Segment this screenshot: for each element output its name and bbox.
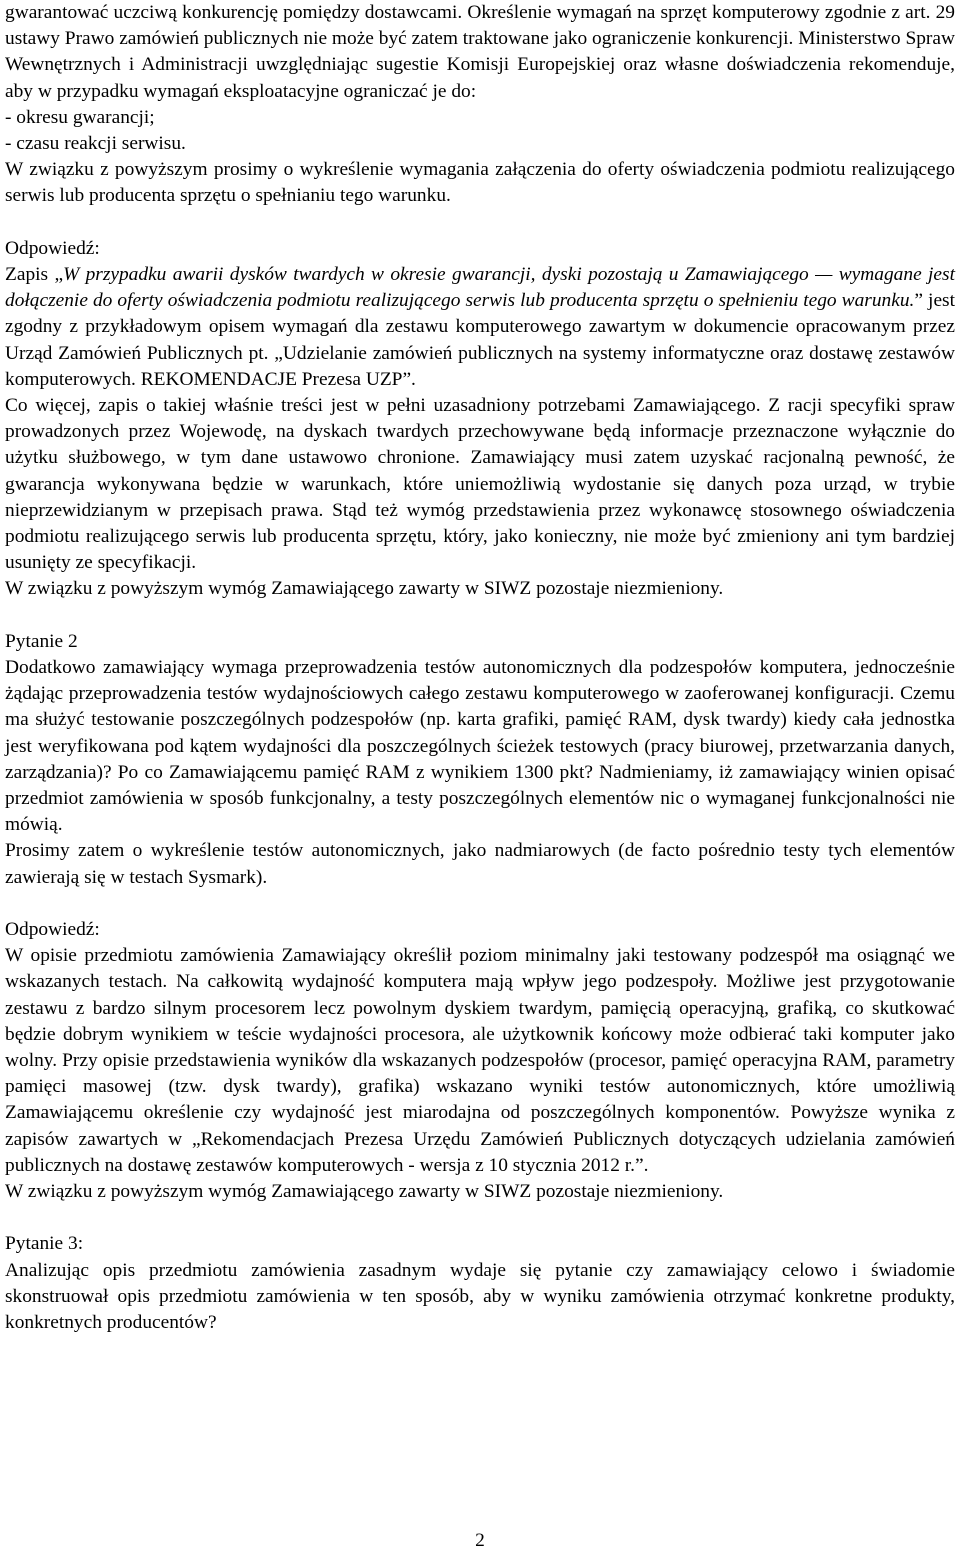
- paragraph: [5, 262, 955, 393]
- paragraph: Co więcej, zapis o takiej właśnie treści jest w pełni uzasadniony potrzebami Zamawiającego. Z racji specyfiki spraw prowadzonych przez Wojewodę, na dyskach twardych przechowywane będą informacje przeznaczone wyłącznie do użytku służbowego, w tym dane ustawowo chronione. Zamawiający musi zatem uzyskać racjonalną pewność, że gwarancja wykonywana będzie w warunkach, które uniemożliwią wydostanie się danych poza urząd, w trybie nieprzewidzianym w przepisach prawa. Stąd też wymóg przedstawienia przez wykonawcę stosownego oświadczenia podmiotu realizującego serwis lub producenta sprzętu, który, jako konieczny, nie może być zmieniony ani tym bardziej usunięty ze specyfikacji.: [5, 395, 955, 574]
- answer-heading: Odpowiedź:: [5, 237, 100, 259]
- answer-heading: Odpowiedź:: [5, 919, 100, 941]
- quoted-clause: W przypadku awarii dysków twardych w okresie gwarancji, dyski pozostają u Zamawiającego — wymagane jest dołączenie do oferty oświadczenia podmiotu realizującego serwis lub producenta sprzętu o spełnieniu tego warunku.: [5, 264, 955, 312]
- paragraph: W opisie przedmiotu zamówienia Zamawiający określił poziom minimalny jaki testowany podzespół ma osiągnąć we wskazanych testach. Na całkowitą wydajność komputera mają wpływ jego podzespoły. Możliwe jest przygotowanie zestawu z bardzo silnym procesorem lecz powolnym dyskiem twardym, pamięcią operacyjną, grafiką, co skutkować będzie dobrym wynikiem w teście wydajności procesora, ale użytkownik końcowy może odbierać taki komputer jako wolny. Przy opisie przedstawienia wyników dla wskazanych podzespołów (procesor, pamięć operacyjna RAM, parametry pamięci masowej (tzw. dysk twardy), grafika) wskazano wyniki testów autonomicznych, które umożliwią Zamawiającemu określenie czy wydajność jest miarodajna od poszczególnych komponentów. Powyższe wynika z zapisów zawartych w „Rekomendacjach Prezesa Urzędu Zamówień Publicznych dotyczących udzielania zamówień publicznych na dostawę zestawów komputerowych - wersja z 10 stycznia 2012 r.”.: [5, 945, 955, 1176]
- question-heading: Pytanie 3:: [5, 1233, 84, 1255]
- quote-prefix: Zapis „: [5, 264, 64, 286]
- paragraph: W związku z powyższym wymóg Zamawiającego zawarty w SIWZ pozostaje niezmieniony.: [5, 578, 724, 600]
- question-heading: Pytanie 2: [5, 630, 78, 652]
- spacer: [5, 603, 955, 629]
- paragraph: Analizując opis przedmiotu zamówienia zasadnym wydaje się pytanie czy zamawiający celowo i świadomie skonstruował opis przedmiotu zamówienia w ten sposób, aby w wyniku zamówienia otrzymać konkretne produkty, konkretnych producentów?: [5, 1259, 955, 1334]
- page-number: 2: [475, 1530, 485, 1551]
- spacer: [5, 891, 955, 917]
- paragraph: gwarantować uczciwą konkurencję pomiędzy dostawcami. Określenie wymagań na sprzęt komputerowy zgodnie z art. 29 ustawy Prawo zamówień publicznych nie może być zatem traktowane jako ograniczenie konkurencji. Ministerstwo Spraw Wewnętrznych i Administracji uwzględniając sugestie Komisji Europejskiej oraz własne doświadczenia rekomenduje, aby w przypadku wymagań eksploatacyjne ograniczać je do:: [5, 2, 955, 102]
- list-item: - czasu reakcji serwisu.: [5, 133, 186, 155]
- paragraph: W związku z powyższym prosimy o wykreślenie wymagania załączenia do oferty oświadczenia podmiotu realizującego serwis lub producenta sprzętu o spełnianiu tego warunku.: [5, 159, 955, 207]
- list-item: - okresu gwarancji;: [5, 106, 155, 128]
- paragraph: Dodatkowo zamawiający wymaga przeprowadzenia testów autonomicznych dla podzespołów komputera, jednocześnie żądając przeprowadzenia testów wydajnościowych całego zestawu komputerowego w zaoferowanej konfiguracji. Czemu ma służyć testowanie poszczególnych podzespołów (np. karta grafiki, pamięć RAM, dysk twardy) kiedy cała jednostka jest weryfikowana pod kątem wydajności dla poszczególnych ścieżek testowych (pracy biurowej, przetwarzania danych, zarządzania)? Po co Zamawiającemu pamięć RAM z wynikiem 1300 pkt? Nadmieniamy, iż zamawiający winien opisać przedmiot zamówienia w sposób funkcjonalny, a testy poszczególnych elementów nic o wymaganej funkcjonalności nie mówią.: [5, 657, 955, 836]
- paragraph: W związku z powyższym wymóg Zamawiającego zawarty w SIWZ pozostaje niezmieniony.: [5, 1181, 724, 1203]
- paragraph: Prosimy zatem o wykreślenie testów autonomicznych, jako nadmiarowych (de facto pośrednio testy tych elementów zawierają się w testach Sysmark).: [5, 840, 955, 888]
- spacer: [5, 210, 955, 236]
- document-page: [5, 0, 955, 1336]
- spacer: [5, 1205, 955, 1231]
- quote-suffix: ” jest zgodny z przykładowym opisem wymagań dla zestawu komputerowego zawartym w dokumencie opracowanym przez Urząd Zamówień Publicznych pt. „Udzielanie zamówień publicznych na systemy informatyczne oraz dostawę zestawów komputerowych. REKOMENDACJE Prezesa UZP”.: [5, 290, 955, 390]
